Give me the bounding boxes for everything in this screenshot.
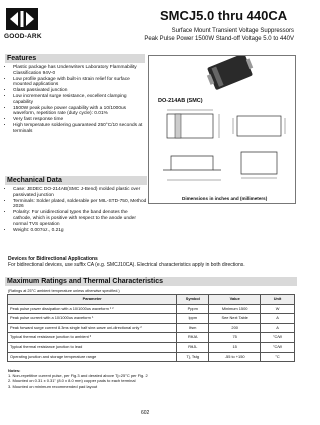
note-item: 2. Mounted on 0.31 x 0.31" (8.0 x 8.0 mm) copper pads to each terminal (8, 378, 136, 384)
section-heading: Mechanical Data (5, 176, 147, 185)
subtitle (130, 28, 294, 43)
list-item: • High temperature soldering guaranteed 250°C/10 seconds at terminals (13, 123, 145, 135)
list-item: • Very fast response time (13, 117, 145, 123)
table-cell: 75 (209, 333, 261, 343)
list-item: • Low profile package with built-in strain relief for surface mounted applications (13, 77, 145, 89)
bidirectional-text: For bidirectional devices, use suffix CA (e.g. SMCJ10CA). Electrical characteristics apply in both directions. (8, 262, 245, 268)
table-cell: Peak forward surge current 8.3ms single half sine-wave uni-directional only ² (8, 323, 177, 333)
list-item: • Glass passivated junction (13, 88, 145, 94)
table-row (8, 304, 295, 314)
package-outline-icon (149, 56, 295, 203)
table-cell: Pppm (177, 304, 209, 314)
table-cell: 200 (209, 323, 261, 333)
table-cell: RθJL (177, 342, 209, 352)
package-name: DO-214AB (SMC) (158, 98, 203, 104)
subtitle-line: Surface Mount Transient Voltage Suppressors (171, 28, 294, 34)
list-item: • Low incremental surge resistance, excellent clamping capability (13, 94, 145, 106)
mechanical-section (5, 176, 147, 233)
table-cell: See Next Table (209, 314, 261, 324)
subtitle-line: Peak Pulse Power 1500W Stand-off Voltage 5.0 to 440V (144, 35, 294, 42)
list-item: • 1500W peak pulse power capability with a 10/1000us waveform, repetition rate (duty cycle): 0.01% (13, 106, 145, 118)
list-item: • Case: JEDEC DO-214AB(SMC J-Bend) molded plastic over passivated junction (13, 187, 147, 199)
list-item: • Polarity: For unidirectional types the band denotes the cathode, which is positive with respect to the anode under normal TVS operation (13, 210, 147, 227)
table-cell: Ifsm (177, 323, 209, 333)
column-header: Symbol (177, 295, 209, 305)
table-header-row (8, 295, 295, 305)
table-cell: Typical thermal resistance junction to ambient ³ (8, 333, 177, 343)
bidirectional-heading: Devices for Bidirectional Applications (8, 256, 98, 262)
dimensions-caption: Dimensions in inches and (millimeters) (182, 196, 268, 201)
page-title: SMCJ5.0 thru 440CA (160, 8, 288, 23)
features-section (5, 54, 145, 135)
table-cell: Minimum 1500 (209, 304, 261, 314)
note-item: 1. Non-repetitive current pulse, per Fig.3 and derated above Tj=25°C per Fig. 2 (8, 373, 148, 379)
table-cell: Operating junction and storage temperature range (8, 352, 177, 362)
note-item: 3. Mounted on minimum recommended pad layout (8, 383, 98, 389)
package-drawing (148, 55, 296, 204)
table-row (8, 333, 295, 343)
column-header: Value (209, 295, 261, 305)
table-cell: 15 (209, 342, 261, 352)
notes-heading: Notes: (8, 368, 21, 373)
table-row (8, 314, 295, 324)
list-item: • Weight: 0.007oz., 0.21g (13, 228, 147, 234)
list-item: • Plastic package has Underwriters Laboratory Flammability Classification 94V-0 (13, 65, 145, 77)
table-cell: A (261, 314, 295, 324)
table-row (8, 352, 295, 362)
table-cell: Tj, Tstg (177, 352, 209, 362)
logo-icon (6, 8, 38, 30)
table-cell: A (261, 323, 295, 333)
table-cell: Peak pulse current with a 10/1000us waveform ¹ (8, 314, 177, 324)
ratings-table (7, 294, 295, 362)
table-cell: °C (261, 352, 295, 362)
ratings-heading: Maximum Ratings and Thermal Characteristics (5, 277, 297, 286)
section-heading: Features (5, 54, 145, 63)
table-cell: RθJA (177, 333, 209, 343)
notes-section (8, 368, 148, 389)
column-header: Parameter (8, 295, 177, 305)
page-number: 602 (141, 410, 150, 416)
table-cell: W (261, 304, 295, 314)
logo-text: GOOD-ARK (4, 33, 42, 40)
table-cell: Peak pulse power dissipation with a 10/1000us waveform ¹ ² (8, 304, 177, 314)
table-row (8, 323, 295, 333)
list-item: • Terminals: Solder plated, solderable per MIL-STD-750, Method 2026 (13, 199, 147, 211)
table-row (8, 342, 295, 352)
table-cell: °C/W (261, 333, 295, 343)
table-cell: °C/W (261, 342, 295, 352)
ratings-condition: (Ratings at 25°C ambient temperature unless otherwise specified.) (8, 289, 120, 293)
column-header: Unit (261, 295, 295, 305)
table-cell: Typical thermal resistance junction to lead (8, 342, 177, 352)
table-cell: -55 to +150 (209, 352, 261, 362)
table-cell: Ippm (177, 314, 209, 324)
